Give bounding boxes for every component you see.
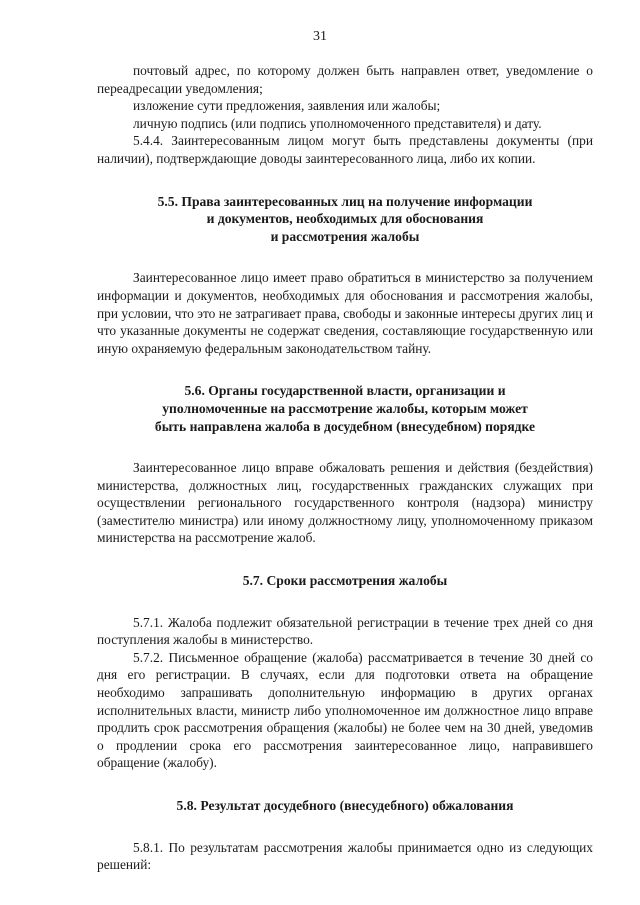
page-number: 31: [313, 29, 327, 44]
section-heading-5-5: 5.5. Права заинтересованных лиц на получение информации и документов, необходимых для обоснования и рассмотрения жалобы: [157, 193, 533, 244]
section-5-6-paragraph: Заинтересованное лицо вправе обжаловать решения и действия (бездействия) министерства, должностных лиц, государственных гражданских служащих при осуществлении регионального государственного контроля (надзора) министру (заместителю министра) или иному должностному лицу, уполномоченному приказом министерства на рассмотрение жалоб.: [97, 460, 593, 546]
section-heading-5-8: 5.8. Результат досудебного (внесудебного) обжалования: [176, 798, 514, 813]
paragraph-5-8-1: 5.8.1. По результатам рассмотрения жалобы принимается одно из следующих решений:: [97, 839, 593, 873]
intro-paragraph-essence: изложение сути предложения, заявления или жалобы;: [133, 98, 441, 114]
section-5-5-paragraph: Заинтересованное лицо имеет право обратиться в министерство за получением информации и документов, необходимых для обоснования и рассмотрения жалобы, при условии, что это не затрагивает права, свободы и законные интересы других лиц и что указанные документы не содержат сведения, составляющие государственную или иную охраняемую федеральным законодательством тайну.: [97, 270, 593, 356]
page-content: [97, 62, 593, 874]
section-heading-5-6: 5.6. Органы государственной власти, организации и уполномоченные на рассмотрение жалобы, которым может быть направлена жалоба в досудебном (внесудебном) порядке: [154, 383, 536, 434]
paragraph-5-4-4: 5.4.4. Заинтересованным лицом могут быть представлены документы (при наличии), подтверждающие доводы заинтересованного лица, либо их копии.: [97, 133, 593, 166]
paragraph-5-7-2: 5.7.2. Письменное обращение (жалоба) рассматривается в течение 30 дней со дня его регистрации. В случаях, если для подготовки ответа на обращение необходимо запрашивать дополнительную информацию в других органах исполнительных власти, министр либо уполномоченное им должностное лицо вправе продлить срок рассмотрения обращения (жалобы) не более чем на 30 дней, уведомив о продлении срока его рассмотрения заинтересованное лицо, направившего обращение (жалобу).: [97, 649, 593, 771]
paragraph-5-7-1: 5.7.1. Жалоба подлежит обязательной регистрации в течение трех дней со дня поступления жалобы в министерство.: [97, 614, 593, 648]
section-heading-5-7: 5.7. Сроки рассмотрения жалобы: [242, 573, 448, 589]
intro-paragraph-address: почтовый адрес, по которому должен быть направлен ответ, уведомление о переадресации уведомления;: [97, 63, 593, 96]
intro-paragraph-signature: личную подпись (или подпись уполномоченного представителя) и дату.: [133, 115, 542, 131]
